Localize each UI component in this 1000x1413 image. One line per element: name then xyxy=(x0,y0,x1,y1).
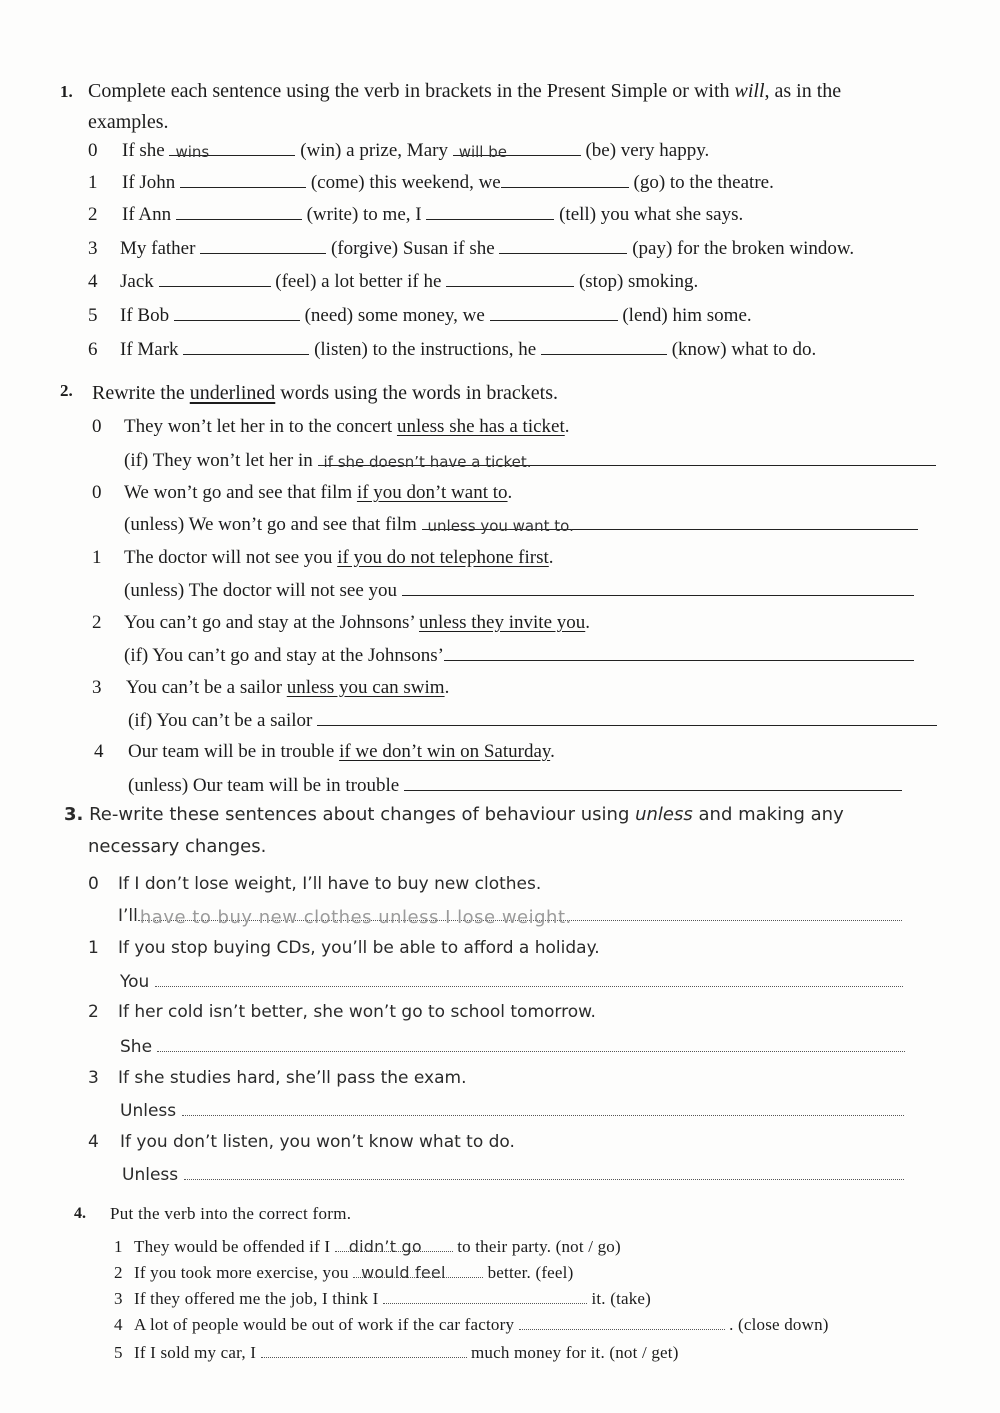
ex1-row-middle: (need) some money, we xyxy=(304,305,485,326)
ex1-row xyxy=(88,140,709,162)
ex1-number: 1. xyxy=(60,82,73,101)
ex2-underlined-words: unless you can swim xyxy=(286,677,445,698)
ex2-item-number: 3 xyxy=(92,677,102,698)
ex1-row-end: (go) to the theatre. xyxy=(633,172,774,193)
ex2-stem: You can’t go and stay at the Johnsons’ xyxy=(152,645,444,666)
answer-blank[interactable] xyxy=(200,238,326,260)
ex3-rewrite-line xyxy=(120,972,903,992)
ex4-item-start: If you took more exercise, you xyxy=(134,1263,349,1282)
ex1-row-end: (pay) for the broken window. xyxy=(632,238,855,259)
ex3-item-number: 0 xyxy=(88,874,99,894)
ex3-sentence-text: If you stop buying CDs, you’ll be able to afford a holiday. xyxy=(118,938,600,958)
ex1-row-number: 1 xyxy=(88,172,98,193)
handwritten-answer: will be xyxy=(458,143,507,161)
ex4-item-start: If they offered me the job, I think I xyxy=(134,1289,379,1308)
ex1-row-start: My father xyxy=(120,238,196,259)
handwritten-answer: unless you want to. xyxy=(427,517,574,535)
ex2-underlined-words: if we don’t win on Saturday xyxy=(339,741,551,762)
ex1-row-start: If Ann xyxy=(122,204,172,225)
ex1-row-start: If Mark xyxy=(120,339,179,360)
ex2-stem: They won’t let her in xyxy=(152,450,313,471)
ex2-rewrite-line xyxy=(128,775,902,797)
answer-blank[interactable] xyxy=(335,1237,453,1257)
ex3-sentence xyxy=(88,1002,596,1022)
handwritten-answer: have to buy new clothes unless I lose weight. xyxy=(139,907,572,928)
answer-blank[interactable] xyxy=(404,775,902,797)
ex1-row-start: Jack xyxy=(120,271,154,292)
ex4-item-cue: (not / get) xyxy=(609,1343,679,1362)
answer-blank[interactable] xyxy=(176,204,302,226)
ex3-number: 3. xyxy=(64,804,84,825)
ex1-row-number: 3 xyxy=(88,238,98,259)
ex1-row-middle: (feel) a lot better if he xyxy=(275,271,442,292)
ex2-cue: (unless) xyxy=(124,580,185,601)
ex2-sentence-end: . xyxy=(507,482,513,503)
ex2-underlined-words: if you do not telephone first xyxy=(337,547,549,568)
ex4-item-start: They would be offended if I xyxy=(134,1237,331,1256)
ex4-item-number: 5 xyxy=(114,1343,123,1362)
ex2-underlined-words: unless they invite you xyxy=(419,612,586,633)
answer-blank[interactable] xyxy=(501,172,629,194)
ex2-sentence-start: You can’t go and stay at the Johnsons’ xyxy=(124,612,415,633)
answer-blank[interactable] xyxy=(422,514,918,536)
ex3-stem: Unless xyxy=(122,1165,179,1185)
ex2-item-number: 1 xyxy=(92,547,102,568)
ex4-item-number: 4 xyxy=(114,1315,123,1334)
ex3-sentence xyxy=(88,1068,466,1088)
answer-blank[interactable] xyxy=(180,172,306,194)
ex2-sentence xyxy=(92,677,449,699)
ex2-rewrite-line xyxy=(124,450,936,472)
ex3-sentence-text: If you don’t listen, you won’t know what to do. xyxy=(120,1132,515,1152)
answer-blank[interactable] xyxy=(519,1315,725,1335)
ex3-instr-unless: unless xyxy=(635,804,693,825)
ex4-item-start: If I sold my car, I xyxy=(134,1343,257,1362)
ex2-item-number: 0 xyxy=(92,416,102,437)
ex1-instructions-line1 xyxy=(88,80,841,103)
ex2-cue: (if) xyxy=(124,645,149,666)
ex2-sentence xyxy=(94,741,555,763)
ex2-stem: You can’t be a sailor xyxy=(156,710,313,731)
ex4-item-start: A lot of people would be out of work if the car factory xyxy=(134,1315,515,1334)
answer-blank[interactable] xyxy=(353,1263,483,1283)
ex4-item-cue: (feel) xyxy=(535,1263,574,1282)
ex2-sentence xyxy=(92,547,554,569)
answer-blank[interactable] xyxy=(490,305,618,327)
ex2-sentence xyxy=(92,612,590,634)
ex1-row-start: If she xyxy=(122,140,165,161)
ex1-row-number: 2 xyxy=(88,204,98,225)
answer-blank[interactable] xyxy=(453,140,581,162)
ex3-sentence-text: If she studies hard, she’ll pass the exam. xyxy=(118,1068,467,1088)
ex2-stem: We won’t go and see that film xyxy=(188,514,417,535)
ex1-instructions-line2: examples. xyxy=(88,111,169,133)
ex3-item-number: 3 xyxy=(88,1068,99,1088)
ex2-sentence xyxy=(92,416,570,438)
ex4-item-end: better. xyxy=(487,1263,531,1282)
ex3-instructions-line2: necessary changes. xyxy=(88,836,267,857)
ex2-rewrite-line xyxy=(124,514,918,536)
ex2-rewrite-line xyxy=(124,580,914,602)
answer-blank[interactable] xyxy=(499,238,627,260)
ex1-row xyxy=(88,305,752,327)
ex1-row xyxy=(88,271,698,293)
ex4-item xyxy=(114,1289,651,1309)
ex3-rewrite-line xyxy=(118,906,902,926)
ex1-row-middle: (come) this weekend, we xyxy=(310,172,501,193)
ex1-row xyxy=(88,204,743,226)
ex3-stem: She xyxy=(120,1037,153,1057)
answer-blank[interactable] xyxy=(261,1343,467,1363)
ex4-item-cue: (close down) xyxy=(737,1315,829,1334)
ex2-sentence-start: Our team will be in trouble xyxy=(128,741,335,762)
ex2-item-number: 2 xyxy=(92,612,102,633)
answer-blank[interactable] xyxy=(174,305,300,327)
ex1-row xyxy=(88,238,854,260)
ex3-instr-a: Re-write these sentences about changes of behaviour using xyxy=(89,804,630,825)
answer-blank[interactable] xyxy=(318,450,936,472)
answer-blank[interactable] xyxy=(541,339,667,361)
ex4-item-cue: (not / go) xyxy=(555,1237,621,1256)
ex2-stem: The doctor will not see you xyxy=(188,580,398,601)
ex2-cue: (unless) xyxy=(128,775,189,796)
ex3-rewrite-line xyxy=(120,1101,904,1121)
ex3-sentence-text: If her cold isn’t better, she won’t go to school tomorrow. xyxy=(118,1002,596,1022)
handwritten-answer: would feel xyxy=(361,1263,446,1282)
ex1-row-end: (tell) you what she says. xyxy=(559,204,744,225)
ex3-item-number: 1 xyxy=(88,938,99,958)
ex1-row-number: 0 xyxy=(88,140,98,161)
handwritten-answer: didn’t go xyxy=(348,1237,422,1256)
ex2-sentence-end: . xyxy=(564,416,570,437)
ex1-instr-will: will xyxy=(734,80,765,102)
ex2-sentence-start: You can’t be a sailor xyxy=(126,677,283,698)
ex1-row-end: (lend) him some. xyxy=(622,305,752,326)
answer-blank[interactable] xyxy=(183,339,309,361)
ex1-instr-a: Complete each sentence using the verb in brackets in the Present Simple or with xyxy=(88,80,730,102)
answer-blank[interactable] xyxy=(446,271,574,293)
ex4-number: 4. xyxy=(74,1205,86,1222)
ex2-instructions xyxy=(92,382,558,405)
ex2-rewrite-line xyxy=(124,645,914,667)
ex3-rewrite-line xyxy=(122,1165,904,1185)
ex1-row-end: (know) what to do. xyxy=(671,339,817,360)
answer-blank[interactable] xyxy=(157,1037,905,1057)
ex2-rewrite-line xyxy=(128,710,937,732)
answer-blank[interactable] xyxy=(169,140,295,162)
handwritten-answer: wins xyxy=(175,143,210,161)
ex1-row xyxy=(88,339,816,361)
answer-blank[interactable] xyxy=(426,204,554,226)
answer-blank[interactable] xyxy=(138,906,902,926)
answer-blank[interactable] xyxy=(383,1289,587,1309)
ex4-item-end: to their party. xyxy=(457,1237,552,1256)
ex4-item xyxy=(114,1315,829,1335)
ex4-item-number: 2 xyxy=(114,1263,123,1282)
ex4-item-end: it. xyxy=(591,1289,606,1308)
answer-blank[interactable] xyxy=(159,271,271,293)
ex3-instr-b: and making any xyxy=(698,804,844,825)
answer-blank[interactable] xyxy=(402,580,914,602)
ex4-item-number: 3 xyxy=(114,1289,123,1308)
answer-blank[interactable] xyxy=(444,645,914,667)
ex2-number: 2. xyxy=(60,381,73,400)
ex2-instr-underlined: underlined xyxy=(189,382,276,404)
ex1-row-number: 6 xyxy=(88,339,98,360)
ex2-sentence-end: . xyxy=(548,547,554,568)
ex4-item xyxy=(114,1263,573,1283)
ex1-row-number: 4 xyxy=(88,271,98,292)
ex2-underlined-words: unless she has a ticket xyxy=(396,416,565,437)
answer-blank[interactable] xyxy=(317,710,937,732)
ex3-rewrite-line xyxy=(120,1037,905,1057)
ex2-sentence-start: They won’t let her in to the concert xyxy=(124,416,393,437)
ex2-cue: (if) xyxy=(128,710,153,731)
answer-blank[interactable] xyxy=(184,1165,904,1185)
ex3-item-number: 2 xyxy=(88,1002,99,1022)
ex2-instr-a: Rewrite the xyxy=(92,382,185,404)
ex2-sentence xyxy=(92,482,512,504)
ex4-item xyxy=(114,1343,679,1363)
ex3-stem: Unless xyxy=(120,1101,177,1121)
ex2-item-number: 4 xyxy=(94,741,104,762)
ex1-row-middle: (listen) to the instructions, he xyxy=(314,339,537,360)
ex2-sentence-end: . xyxy=(550,741,555,762)
ex2-sentence-start: The doctor will not see you xyxy=(124,547,333,568)
ex3-sentence xyxy=(88,938,600,958)
ex4-item-end: much money for it. xyxy=(470,1343,605,1362)
ex2-stem: Our team will be in trouble xyxy=(192,775,400,796)
ex4-item-end: . xyxy=(729,1315,734,1334)
ex3-sentence xyxy=(88,874,541,894)
ex2-cue: (unless) xyxy=(124,514,185,535)
ex1-row-middle: (win) a prize, Mary xyxy=(300,140,448,161)
ex1-row-end: (stop) smoking. xyxy=(578,271,699,292)
answer-blank[interactable] xyxy=(182,1101,904,1121)
ex3-stem: I’ll xyxy=(118,906,138,926)
ex2-cue: (if) xyxy=(124,450,149,471)
ex1-row-end: (be) very happy. xyxy=(585,140,710,161)
ex4-item-cue: (take) xyxy=(610,1289,652,1308)
ex2-instr-b: words using the words in brackets. xyxy=(280,382,559,404)
ex1-row xyxy=(88,172,774,194)
handwritten-answer: if she doesn’t have a ticket. xyxy=(323,453,532,471)
ex3-sentence-text: If I don’t lose weight, I’ll have to buy new clothes. xyxy=(118,874,542,894)
ex2-sentence-end: . xyxy=(444,677,450,698)
ex3-item-number: 4 xyxy=(88,1132,99,1152)
ex4-item-number: 1 xyxy=(114,1237,123,1256)
ex4-item xyxy=(114,1237,621,1257)
ex2-item-number: 0 xyxy=(92,482,102,503)
ex2-underlined-words: if you don’t want to xyxy=(356,482,508,503)
ex1-instr-b: , as in the xyxy=(764,80,842,102)
ex1-row-start: If John xyxy=(122,172,176,193)
ex3-instructions-line1 xyxy=(64,804,844,825)
ex3-sentence xyxy=(88,1132,515,1152)
ex1-row-number: 5 xyxy=(88,305,98,326)
ex2-sentence-end: . xyxy=(585,612,590,633)
answer-blank[interactable] xyxy=(155,972,903,992)
ex2-sentence-start: We won’t go and see that film xyxy=(124,482,353,503)
ex4-instructions: Put the verb into the correct form. xyxy=(110,1204,352,1223)
ex1-row-start: If Bob xyxy=(120,305,170,326)
ex1-row-middle: (write) to me, I xyxy=(306,204,422,225)
ex1-row-middle: (forgive) Susan if she xyxy=(330,238,495,259)
ex3-stem: You xyxy=(120,972,150,992)
